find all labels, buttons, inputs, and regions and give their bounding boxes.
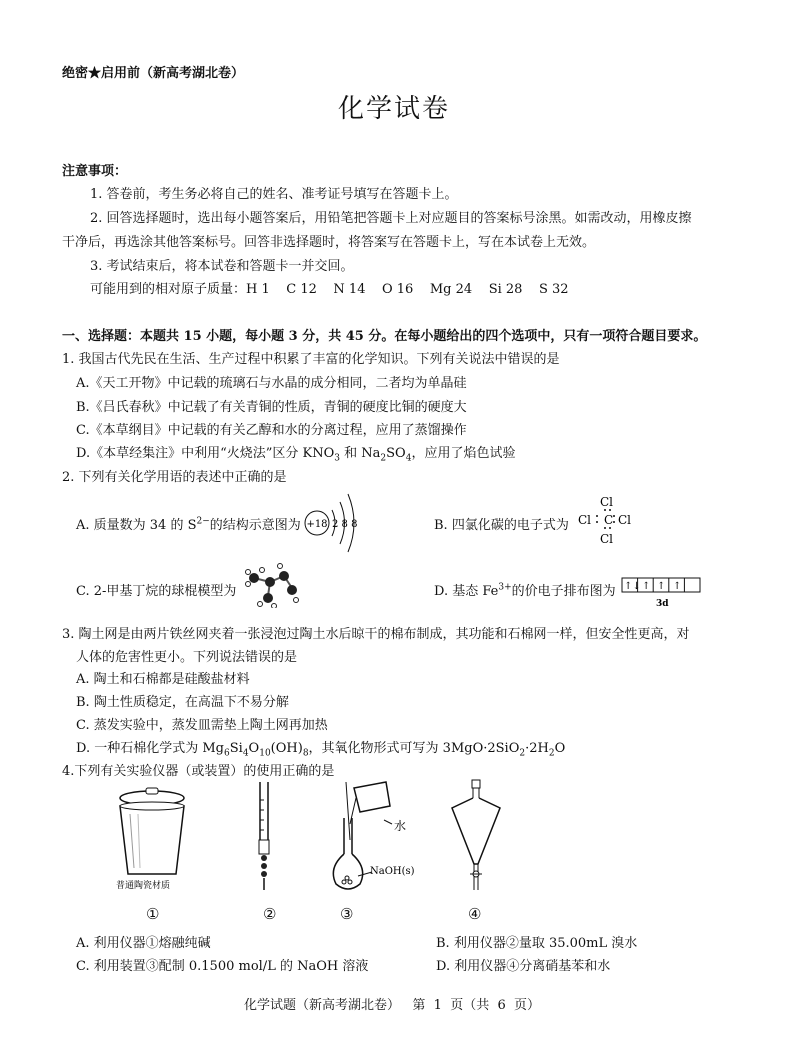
notice-heading: 注意事项： [62, 164, 128, 179]
sulfur-ion-structure-diagram [300, 488, 370, 558]
svg-text:↑↓: ↑↓ [624, 581, 641, 592]
q4-option-c: C. 利用装置③配制 0.1500 mol/L 的 NaOH 溶液 [76, 959, 369, 974]
apparatus-label-4: ④ [468, 905, 482, 923]
svg-text:C: C [604, 513, 614, 527]
q2-option-b: B. 四氯化碳的电子式为 [434, 518, 569, 533]
svg-text:Cl: Cl [600, 495, 614, 509]
q4-stem: 4.下列有关实验仪器（或装置）的使用正确的是 [62, 764, 335, 779]
svg-text:3d: 3d [656, 599, 669, 609]
q2-option-a: A. 质量数为 34 的 $S^{2-}$的结构示意图为 [76, 516, 301, 533]
ccl4-electron-formula [576, 492, 636, 548]
q4-option-b: B. 利用仪器②量取 35.00mL 溴水 [436, 936, 638, 951]
q2-stem: 2. 下列有关化学用语的表述中正确的是 [62, 470, 287, 485]
q3-option-d: D. 一种石棉化学式为 $Mg_6Si_4O_{10}(OH)_8$，其氧化物形式可写为 $3MgO\cdot 2SiO_2\cdot 2H_2O$ [76, 741, 566, 759]
q1-option-a: A.《天工开物》中记载的琉璃石与水晶的成分相同，二者均为单晶硅 [76, 376, 467, 391]
apparatus-label-2: ② [263, 905, 277, 923]
q3-option-b: B. 陶土性质稳定，在高温下不易分解 [76, 695, 289, 710]
q3-stem-1: 3. 陶土网是由两片铁丝网夹着一张浸泡过陶土水后晾干的棉布制成，其功能和石棉网一样，但安全性更高，对 [62, 627, 690, 642]
q4-option-d: D. 利用仪器④分离硝基苯和水 [436, 959, 611, 974]
page-title: 化学试卷 [338, 94, 451, 124]
svg-text:↑: ↑ [642, 581, 651, 592]
q4-option-a: A. 利用仪器①熔融纯碱 [76, 936, 211, 951]
atomic-masses: 可能用到的相对原子质量：H 1 C 12 N 14 O 16 Mg 24 Si 28 S 32 [90, 282, 569, 297]
naoh-label: NaOH(s) [370, 866, 415, 877]
q3-option-a: A. 陶土和石棉都是硅酸盐材料 [76, 672, 250, 687]
crucible-label: 普通陶瓷材质 [116, 881, 171, 891]
volumetric-flask-setup [326, 780, 446, 900]
confidential-label: 绝密★启用前（新高考湖北卷） [62, 66, 245, 81]
notice-line-2b: 干净后，再选涂其他答案标号。回答非选择题时，将答案写在答题卡上，写在本试卷上无效。 [62, 235, 596, 250]
q1-option-d: D.《本草经集注》中利用“火烧法”区分 $KNO_3$ 和 $Na_2SO_4$，应用了焰色试验 [76, 446, 516, 464]
q2-option-d: D. 基态 $Fe^{3+}$的价电子排布图为 [434, 582, 616, 599]
svg-text:Cl: Cl [600, 532, 614, 546]
methylbutane-ball-stick-model [240, 560, 300, 608]
separatory-funnel [448, 778, 508, 898]
q1-option-c: C.《本草纲目》中记载的有关乙醇和水的分离过程，应用了蒸馏操作 [76, 423, 467, 438]
page-footer: 化学试题（新高考湖北卷） 第 1 页（共 6 页） [244, 998, 540, 1013]
notice-line-1: 1. 答卷前，考生务必将自己的姓名、准考证号填写在答题卡上。 [90, 187, 458, 202]
notice-line-3: 3. 考试结束后，将本试卷和答题卡一并交回。 [90, 259, 354, 274]
water-label: 水 [394, 819, 407, 833]
crucible-illustration [108, 784, 198, 894]
shell-electrons: 2 8 8 [332, 519, 358, 530]
apparatus-label-3: ③ [340, 905, 354, 923]
svg-text:↑: ↑ [673, 581, 682, 592]
svg-text:↑: ↑ [657, 581, 666, 592]
section-heading: 一、选择题：本题共 15 小题，每小题 3 分，共 45 分。在每小题给出的四个选项中，只有一项符合题目要求。 [62, 329, 707, 344]
nucleus-charge: +18 [306, 519, 328, 530]
q1-stem: 1. 我国古代先民在生活、生产过程中积累了丰富的化学知识。下列有关说法中错误的是 [62, 352, 560, 367]
apparatus-label-1: ① [146, 905, 160, 923]
q1-option-b: B.《吕氏春秋》中记载了有关青铜的性质，青铜的硬度比铜的硬度大 [76, 400, 467, 415]
burette-illustration [250, 780, 280, 900]
svg-text:Cl: Cl [578, 513, 592, 527]
notice-line-2a: 2. 回答选择题时，选出每小题答案后，用铅笔把答题卡上对应题目的答案标号涂黑。如需改动，用橡皮擦 [90, 211, 692, 226]
q2-option-c: C. 2-甲基丁烷的球棍模型为 [76, 584, 237, 599]
svg-text:Cl: Cl [618, 513, 632, 527]
fe3-orbital-diagram [620, 576, 704, 610]
q3-option-c: C. 蒸发实验中，蒸发皿需垫上陶土网再加热 [76, 718, 328, 733]
q3-stem-2: 人体的危害性更小。下列说法错误的是 [76, 650, 298, 665]
